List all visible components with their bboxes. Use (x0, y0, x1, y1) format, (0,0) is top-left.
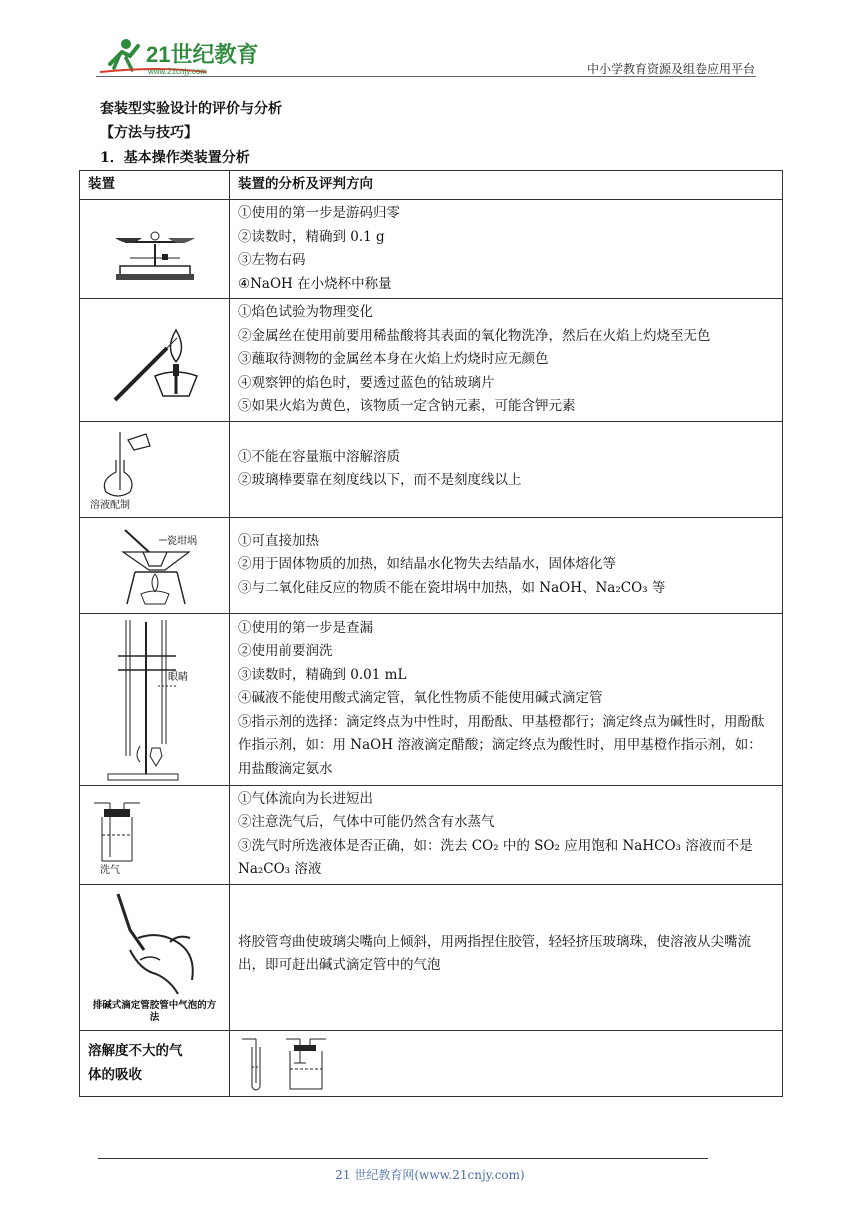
solution-prep-cell (80, 421, 230, 517)
row5-line5: ⑤指示剂的选择：滴定终点为中性时，用酚酞、甲基橙都行；滴定终点为碱性时，用酚酞作指示剂，如：用 NaOH 溶液滴定醋酸；滴定终点为酸性时，用甲基橙作指示剂，如：用盐酸滴定氨水 (238, 713, 765, 777)
footer-text: 21 世纪教育网(www.21cnjy.com) (335, 1168, 525, 1182)
table-row (80, 785, 783, 884)
row1-line1: ①使用的第一步是游码归零 (238, 205, 400, 221)
row2-line2: ②金属丝在使用前要用稀盐酸将其表面的氧化物洗净，然后在火焰上灼烧至无色 (238, 327, 711, 344)
apparatus-table (79, 170, 783, 1097)
section-heading: 1．基本操作类装置分析 (100, 150, 250, 166)
titration-image (80, 613, 230, 785)
bubble-removal-cell (80, 884, 230, 1030)
table-row (80, 200, 783, 299)
table-row (80, 299, 783, 422)
gas-wash-label: 洗气 (100, 864, 120, 876)
header-divider (96, 76, 756, 77)
table-header-row (80, 171, 783, 200)
row6-line3: ③洗气时所选液体是否正确，如：洗去 CO₂ 中的 SO₂ 应用饱和 NaHCO₃ 溶液而不是 Na₂CO₃ 溶液 (238, 837, 753, 877)
row4-line1: ①可直接加热 (238, 532, 319, 549)
col-header-apparatus: 装置 (80, 171, 230, 200)
row2-line1: ①焰色试验为物理变化 (238, 304, 373, 320)
platform-name: 中小学教育资源及组卷应用平台 (586, 62, 755, 76)
method-heading: 【方法与技巧】 (100, 125, 198, 141)
crucible-image (80, 517, 230, 613)
row3-line2: ②玻璃棒要靠在刻度线以下，而不是刻度线以上 (238, 472, 522, 488)
flame-test-image (80, 299, 230, 422)
row5-line4: ④碱液不能使用酸式滴定管，氧化性物质不能使用碱式滴定管 (238, 690, 603, 707)
gas-absorption-label: 溶解度不大的气体的吸收 (80, 1030, 230, 1096)
eye-label: 眼睛 (167, 672, 188, 683)
logo-text: 21世纪教育 (146, 42, 259, 67)
row2-line3: ③蘸取待测物的金属丝本身在火焰上灼烧时应无颜色 (238, 351, 549, 367)
gas-wash-cell (80, 785, 230, 884)
row7-line1: 将胶管弯曲使玻璃尖嘴向上倾斜，用两指捏住胶管，轻轻挤压玻璃珠，使溶液从尖嘴流出，即可赶出碱式滴定管中的气泡 (238, 933, 751, 973)
row5-line1: ①使用的第一步是查漏 (238, 619, 373, 636)
col-header-analysis: 装置的分析及评判方向 (230, 171, 783, 200)
row1-line4: ④NaOH 在小烧杯中称量 (238, 275, 392, 292)
row1-line3: ③左物右码 (238, 252, 306, 268)
solution-prep-label: 溶液配制 (90, 500, 130, 511)
table-row (80, 517, 783, 613)
footer-divider (98, 1158, 708, 1159)
row4-line2: ②用于固体物质的加热，如结晶水化物失去结晶水，固体熔化等 (238, 556, 616, 573)
bubble-removal-image (100, 890, 210, 1000)
row5-line2: ②使用前要润洗 (238, 643, 333, 660)
bubble-removal-label: 排碱式滴定管胶管中气泡的方法 (92, 1000, 217, 1023)
site-logo (96, 34, 266, 78)
row2-line5: ⑤如果火焰为黄色，该物质一定含钠元素，可能含钾元素 (238, 398, 576, 414)
gas-absorption-image (230, 1030, 783, 1096)
balance-image (80, 200, 230, 299)
logo-url: www.21cnjy.com (148, 67, 207, 76)
gas-wash-bottle-image (90, 795, 150, 865)
row3-line1: ①不能在容量瓶中溶解溶质 (238, 448, 400, 465)
row6-line1: ①气体流向为长进短出 (238, 790, 373, 807)
doc-title: 套装型实验设计的评价与分析 (100, 101, 282, 117)
table-row (80, 1030, 783, 1096)
row6-line2: ②注意洗气后，气体中可能仍然含有水蒸气 (238, 814, 495, 830)
table-row (80, 884, 783, 1030)
crucible-label: 瓷坩埚 (166, 536, 197, 547)
table-row (80, 421, 783, 517)
volumetric-flask-image (90, 430, 170, 500)
row1-line2: ②读数时，精确到 0.1 g (238, 228, 385, 245)
row4-line3: ③与二氧化硅反应的物质不能在瓷坩埚中加热，如 NaOH、Na₂CO₃ 等 (238, 579, 666, 596)
row2-line4: ④观察钾的焰色时，要透过蓝色的钴玻璃片 (238, 374, 495, 391)
row5-line3: ③读数时，精确到 0.01 mL (238, 666, 407, 683)
table-row (80, 613, 783, 785)
